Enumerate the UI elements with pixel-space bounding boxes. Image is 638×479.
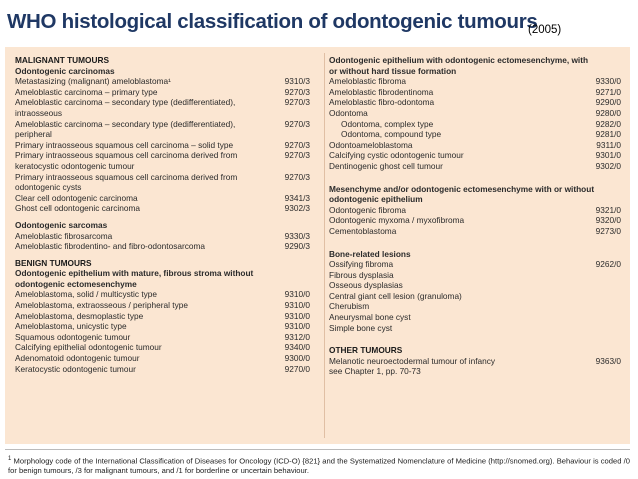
table-row	[329, 205, 621, 216]
tumour-name: Odontoma	[329, 107, 368, 118]
tumour-name: Ameloblastic carcinoma – secondary type (dedifferentiated), intraosseous	[15, 97, 236, 118]
tumour-name: Ameloblastic carcinoma – secondary type (dedifferentiated), peripheral	[15, 118, 236, 140]
carcinomas-list	[15, 76, 310, 214]
benign-list	[15, 289, 310, 374]
ecto-heading: Odontogenic epithelium with odontogenic ectomesenchyme, with or without hard tissue formation	[329, 55, 589, 76]
icd-code: 9320/0	[595, 215, 621, 226]
icd-code: 9321/0	[595, 204, 621, 215]
icd-code: 9271/0	[595, 86, 621, 97]
icd-code: 9281/0	[595, 129, 621, 140]
icd-code: 9302/3	[284, 203, 310, 214]
table-row	[329, 76, 621, 87]
tumour-name: Primary intraosseous squamous cell carcinoma derived from odontogenic cysts	[15, 171, 238, 193]
tumour-name: see Chapter 1, pp. 70-73	[329, 366, 421, 377]
tumour-name: Ameloblastoma, unicystic type	[15, 321, 127, 332]
icd-code: 9300/0	[284, 353, 310, 364]
tumour-name: Osseous dysplasias	[329, 280, 403, 291]
tumour-name: Ameloblastic fibrosarcoma	[15, 230, 113, 241]
other-list	[329, 356, 621, 377]
table-row	[15, 289, 310, 300]
malignant-heading: MALIGNANT TUMOURS	[15, 55, 110, 65]
icd-code: 9280/0	[595, 107, 621, 118]
icd-code: 9270/3	[284, 86, 310, 97]
table-row	[329, 259, 621, 270]
footnote-marker: 1	[8, 456, 12, 462]
table-row	[329, 161, 621, 172]
table-row	[15, 97, 310, 118]
benign-subheading: Odontogenic epithelium with mature, fibrous stroma without odontogenic ectomesenchyme	[15, 268, 254, 289]
icd-code: 9310/0	[284, 300, 310, 311]
icd-code: 9310/3	[284, 76, 310, 87]
table-row	[329, 150, 621, 161]
table-row	[329, 140, 621, 151]
icd-code: 9290/0	[595, 97, 621, 108]
icd-code: 9310/0	[284, 321, 310, 332]
tumour-name: Dentinogenic ghost cell tumour	[329, 160, 443, 171]
table-row	[329, 215, 621, 226]
tumour-name: Ameloblastoma, solid / multicystic type	[15, 289, 158, 300]
bone-heading: Bone-related lesions	[329, 248, 411, 259]
table-row	[15, 321, 310, 332]
tumour-name: Odontoameloblastoma	[329, 139, 413, 150]
icd-code: 9310/0	[284, 289, 310, 300]
icd-code: 9310/0	[284, 310, 310, 321]
tumour-name: Fibrous dysplasia	[329, 269, 394, 280]
table-row	[329, 312, 621, 323]
table-row	[15, 311, 310, 322]
table-row	[329, 323, 621, 334]
ecto-list	[329, 76, 621, 171]
icd-code: 9270/3	[284, 150, 310, 161]
icd-code: 9301/0	[595, 150, 621, 161]
icd-code: 9262/0	[595, 259, 621, 270]
icd-code: 9302/0	[595, 160, 621, 171]
icd-code: 9363/0	[595, 355, 621, 366]
icd-code: 9270/3	[284, 97, 310, 108]
tumour-name: Primary intraosseous squamous cell carcinoma – solid type	[15, 139, 234, 150]
tumour-name: Cementoblastoma	[329, 225, 397, 236]
table-row	[15, 231, 310, 242]
tumour-name: Melanotic neuroectodermal tumour of infancy	[329, 355, 496, 366]
left-column	[15, 55, 310, 374]
tumour-name: Odontoma, complex type	[341, 118, 434, 129]
tumour-name: Ameloblastic fibroma	[329, 76, 407, 87]
tumour-name: Odontoma, compound type	[341, 129, 442, 140]
carcinomas-heading: Odontogenic carcinomas	[15, 65, 115, 76]
benign-heading: BENIGN TUMOURS	[15, 257, 92, 268]
table-row	[329, 97, 621, 108]
table-row	[15, 119, 310, 140]
tumour-name: Ameloblastic fibro-odontoma	[329, 97, 435, 108]
tumour-name: Calcifying epithelial odontogenic tumour	[15, 342, 162, 353]
table-row	[15, 332, 310, 343]
icd-code: 9341/3	[284, 192, 310, 203]
table-row	[329, 301, 621, 312]
right-column	[329, 55, 621, 377]
icd-code: 9311/0	[596, 139, 621, 150]
table-row	[329, 226, 621, 237]
tumour-name: Simple bone cyst	[329, 322, 393, 333]
table-row	[15, 241, 310, 252]
table-row	[329, 356, 621, 367]
tumour-name: Ameloblastoma, extraosseous / peripheral type	[15, 300, 188, 311]
classification-table	[5, 47, 630, 444]
tumour-name: Adenomatoid odontogenic tumour	[15, 353, 140, 364]
bone-list	[329, 259, 621, 333]
footnote	[8, 455, 630, 476]
table-row	[15, 172, 310, 193]
tumour-name: Odontogenic myxoma / myxofibroma	[329, 215, 465, 226]
table-row	[15, 353, 310, 364]
table-row	[329, 366, 621, 377]
table-row	[329, 291, 621, 302]
table-row	[15, 150, 310, 171]
table-row	[15, 193, 310, 204]
table-row	[15, 342, 310, 353]
icd-code: 9270/3	[284, 139, 310, 150]
table-row	[329, 108, 621, 119]
tumour-name: Odontogenic fibroma	[329, 204, 407, 215]
tumour-name: Central giant cell lesion (granuloma)	[329, 290, 462, 301]
icd-code: 9330/3	[284, 230, 310, 241]
table-row	[15, 87, 310, 98]
tumour-name: Primary intraosseous squamous cell carcinoma derived from keratocystic odontogenic tumour	[15, 150, 238, 171]
tumour-name: Ghost cell odontogenic carcinoma	[15, 203, 140, 214]
table-row	[329, 87, 621, 98]
page-title: WHO histological classification of odontogenic tumours	[7, 10, 538, 33]
table-row	[15, 364, 310, 375]
icd-code: 9282/0	[595, 118, 621, 129]
icd-code: 9270/3	[284, 118, 310, 129]
sarcomas-heading: Odontogenic sarcomas	[15, 219, 108, 230]
footnote-divider	[5, 449, 630, 450]
mesen-heading: Mesenchyme and/or odontogenic ectomesenchyme with or without odontogenic epithelium	[329, 183, 595, 205]
table-row	[15, 140, 310, 151]
tumour-name: Keratocystic odontogenic tumour	[15, 363, 136, 374]
tumour-name: Ameloblastic carcinoma – primary type	[15, 86, 158, 97]
icd-code: 9340/0	[284, 342, 310, 353]
tumour-name: Cherubism	[329, 301, 370, 312]
tumour-name: Ameloblastoma, desmoplastic type	[15, 310, 144, 321]
tumour-name: Ameloblastic fibrodentino- and fibro-odontosarcoma	[15, 241, 206, 252]
icd-code: 9290/3	[284, 241, 310, 252]
table-row	[329, 270, 621, 281]
tumour-name: Clear cell odontogenic carcinoma	[15, 192, 138, 203]
tumour-name: Ossifying fibroma	[329, 259, 394, 270]
sarcomas-list	[15, 231, 310, 252]
footnote-text: Morphology code of the International Classification of Diseases for Oncology (ICD-O) {821} and the Systematized Nomenclature of Medicine (http://snomed.org). Behaviour is coded /0 for benign tumours, /3 for malignant tumours, and /1 for borderline or uncertain behaviour.	[8, 456, 630, 476]
tumour-name: Metastasizing (malignant) ameloblastoma¹	[15, 76, 171, 87]
tumour-name: Squamous odontogenic tumour	[15, 331, 131, 342]
table-row	[329, 119, 621, 130]
tumour-name: Aneurysmal bone cyst	[329, 312, 411, 323]
column-divider	[324, 53, 325, 438]
table-row	[15, 203, 310, 214]
other-heading: OTHER TUMOURS	[329, 345, 403, 356]
icd-code: 9270/0	[284, 363, 310, 374]
table-row	[15, 300, 310, 311]
table-row	[15, 76, 310, 87]
icd-code: 9312/0	[284, 331, 310, 342]
year-label: (2005)	[528, 24, 562, 36]
icd-code: 9270/3	[284, 171, 310, 182]
table-row	[329, 280, 621, 291]
table-row	[329, 129, 621, 140]
icd-code: 9330/0	[595, 76, 621, 87]
mesen-list	[329, 205, 621, 237]
tumour-name: Calcifying cystic odontogenic tumour	[329, 150, 464, 161]
tumour-name: Ameloblastic fibrodentinoma	[329, 86, 434, 97]
icd-code: 9273/0	[595, 225, 621, 236]
